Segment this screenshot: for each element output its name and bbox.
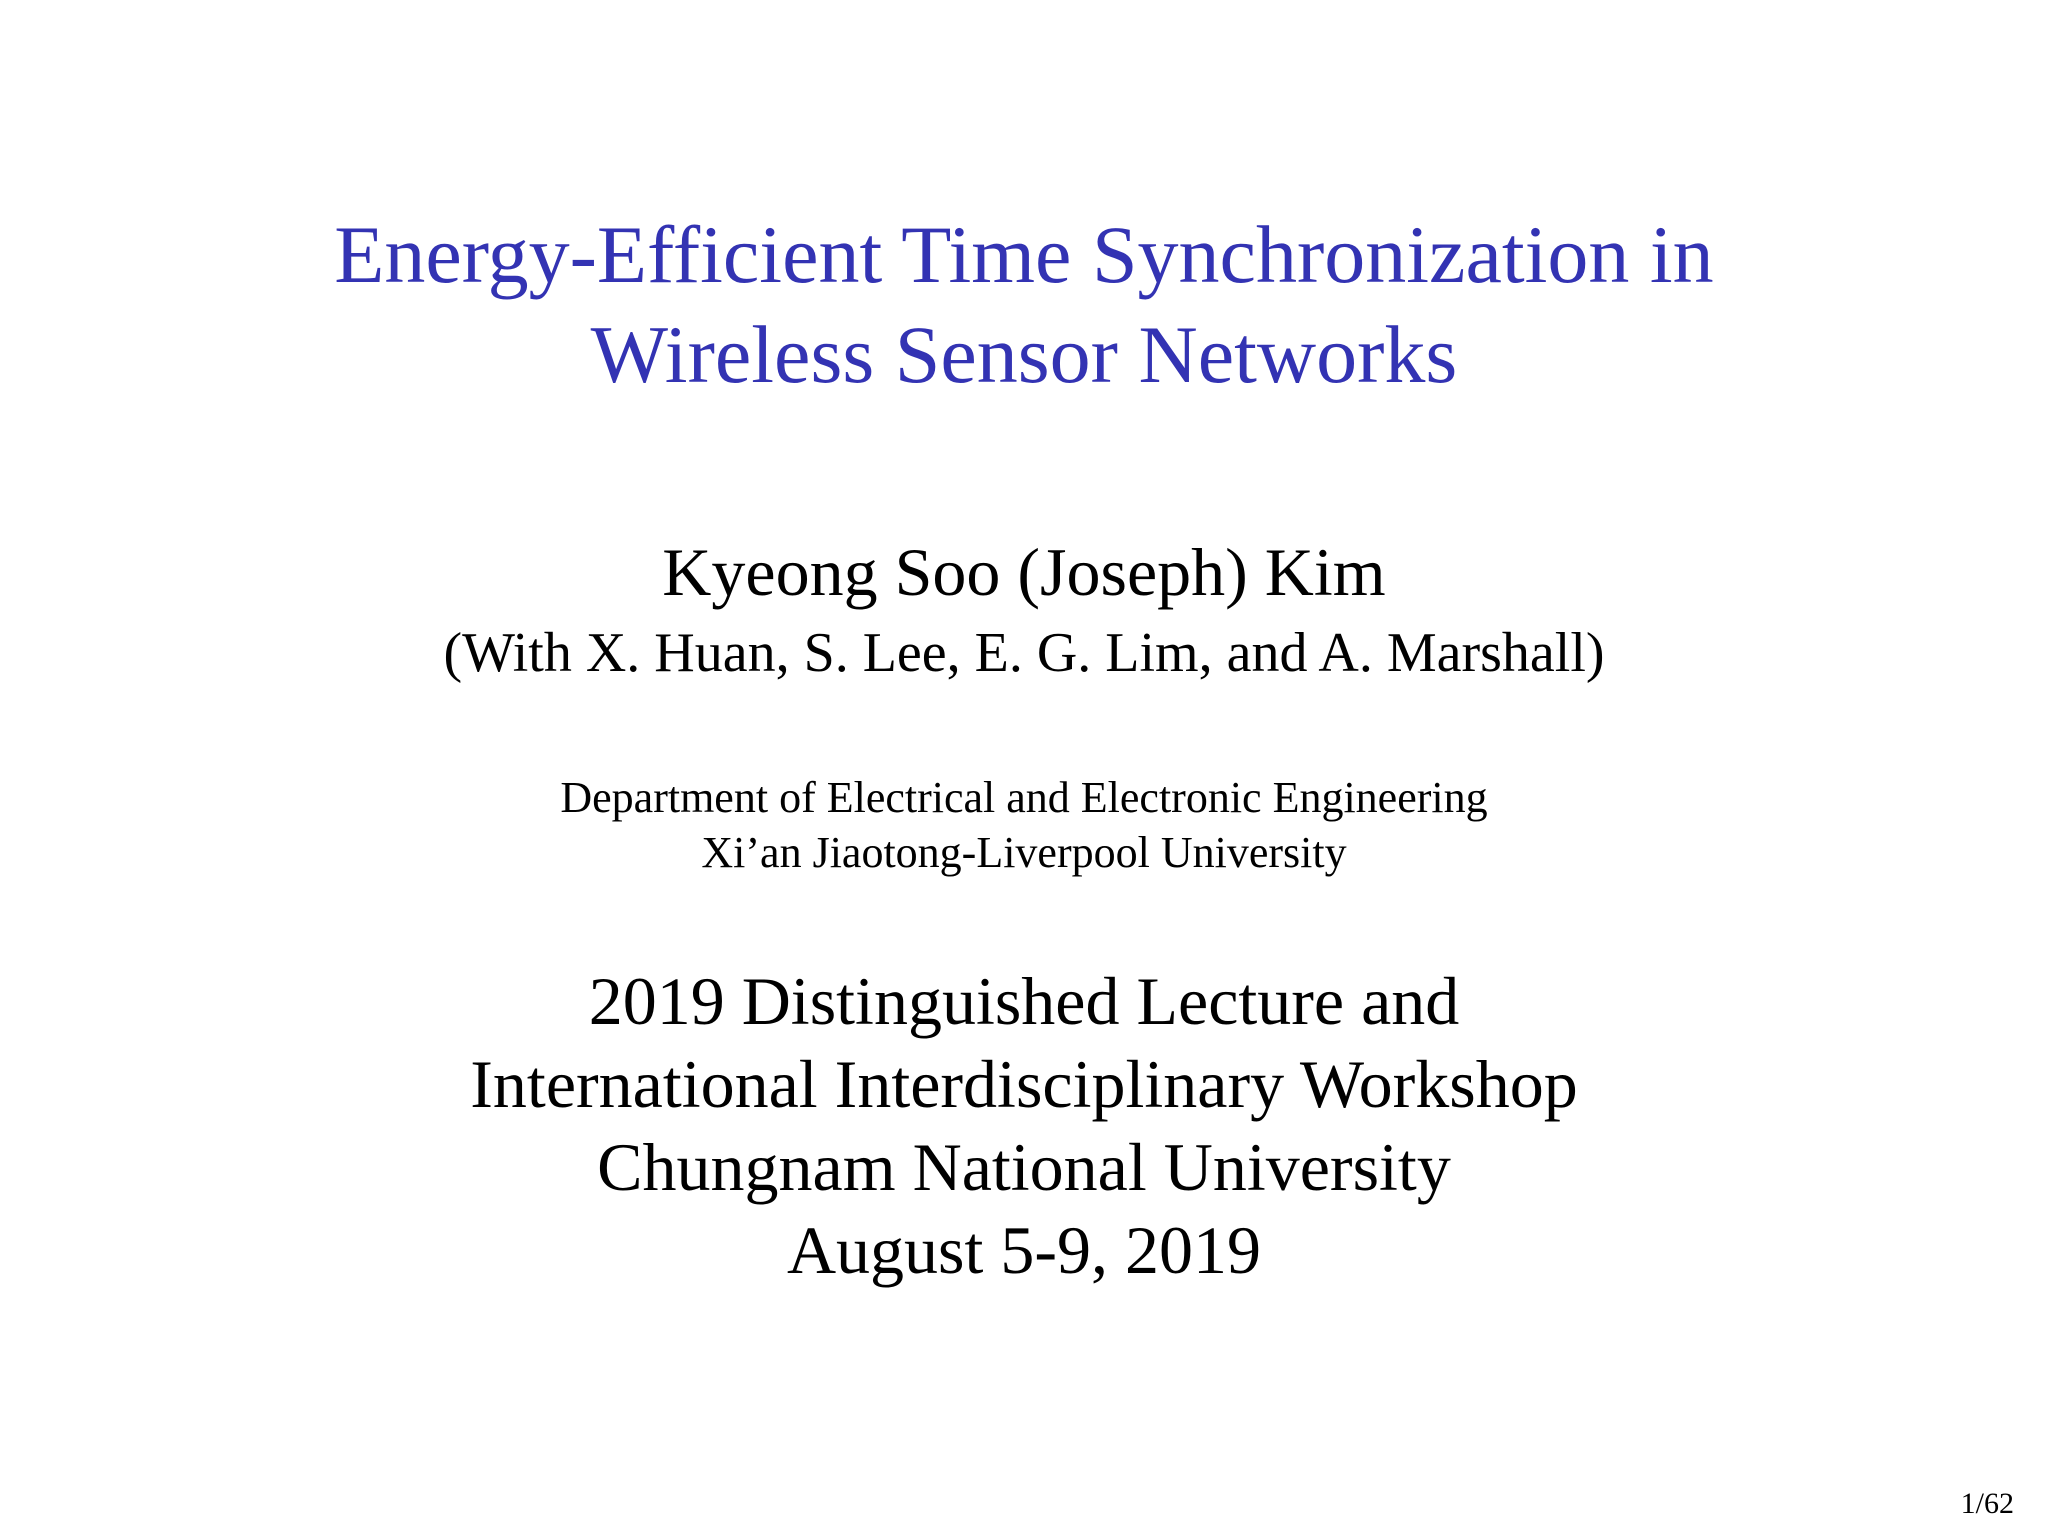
page-number: 1/62 <box>1960 1487 2014 1520</box>
event-date: August 5-9, 2019 <box>786 1212 1262 1288</box>
slide-title-line-1: Energy-Efficient Time Synchronization in <box>334 209 1714 300</box>
event-info <box>0 960 2048 1292</box>
slide-title-line-2: Wireless Sensor Networks <box>590 309 1458 400</box>
event-line-1: 2019 Distinguished Lecture and <box>588 963 1460 1039</box>
affiliation-university: Xi’an Jiaotong-Liverpool University <box>701 828 1347 877</box>
event-line-2: International Interdisciplinary Workshop <box>470 1046 1578 1122</box>
affiliation-department: Department of Electrical and Electronic Engineering <box>560 773 1488 822</box>
coauthors-line: (With X. Huan, S. Lee, E. G. Lim, and A. Marshall) <box>443 622 1605 684</box>
presenter-name: Kyeong Soo (Joseph) Kim <box>662 534 1386 610</box>
slide-title <box>0 205 2048 405</box>
event-venue: Chungnam National University <box>597 1129 1451 1205</box>
affiliation <box>0 770 2048 880</box>
